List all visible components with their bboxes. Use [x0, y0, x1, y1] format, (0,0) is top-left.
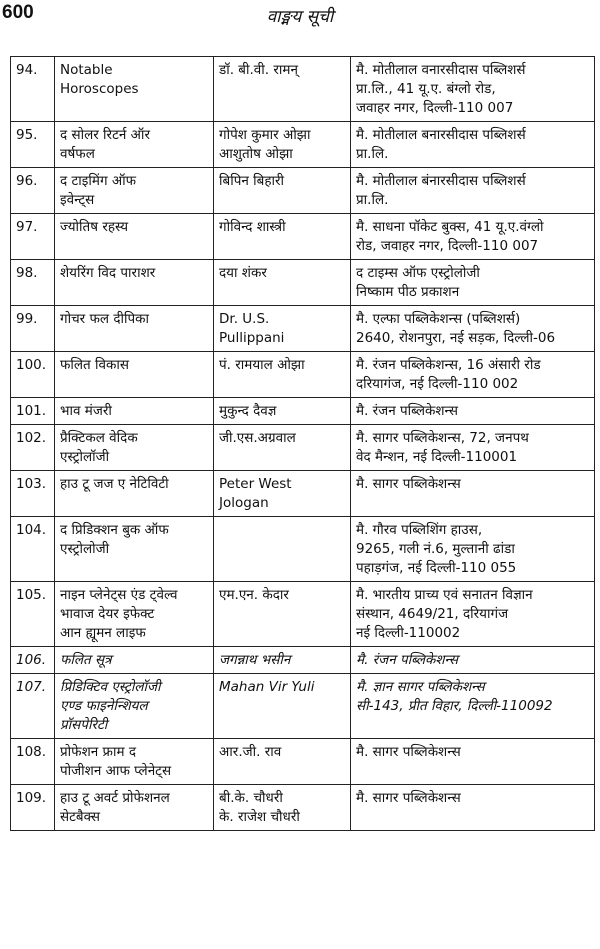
table-row [11, 517, 595, 582]
publisher-details: मै. भारतीय प्राच्य एवं सनातन विज्ञान संस्थान, 4649/21, दरियागंज नई दिल्ली-110002 [351, 582, 595, 647]
entry-number: 98. [11, 260, 55, 306]
table-row [11, 122, 595, 168]
bibliography-rows [11, 57, 595, 831]
table-row [11, 352, 595, 398]
table-row [11, 785, 595, 831]
publisher-details: मै. साधना पॉकेट बुक्स, 41 यू.ए.वंग्लो रोड, जवाहर नगर, दिल्ली-110 007 [351, 214, 595, 260]
book-title: शेयरिंग विद पाराशर [55, 260, 214, 306]
publisher-details: मै. रंजन पब्लिकेशन्स [351, 398, 595, 425]
publisher-details: मै. सागर पब्लिकेशन्स, 72, जनपथ वेद मैन्शन, नई दिल्ली-110001 [351, 425, 595, 471]
table-row [11, 57, 595, 122]
author-name: मुकुन्द दैवज्ञ [214, 398, 351, 425]
table-row [11, 398, 595, 425]
entry-number: 105. [11, 582, 55, 647]
author-name: दया शंकर [214, 260, 351, 306]
publisher-details: द टाइम्स ऑफ एस्ट्रोलोजी निष्काम पीठ प्रकाशन [351, 260, 595, 306]
author-name: आर.जी. राव [214, 739, 351, 785]
book-title: प्रैक्टिकल वेदिक एस्ट्रोलॉजी [55, 425, 214, 471]
book-title: प्रोफेशन फ्राम द पोजीशन आफ प्लेनेट्स [55, 739, 214, 785]
book-title: द सोलर रिटर्न ऑर वर्षफल [55, 122, 214, 168]
publisher-details: मै. सागर पब्लिकेशन्स [351, 471, 595, 517]
author-name: Mahan Vir Yuli [214, 674, 351, 739]
book-title: द प्रिडिक्शन बुक ऑफ एस्ट्रोलोजी [55, 517, 214, 582]
table-row [11, 425, 595, 471]
entry-number: 108. [11, 739, 55, 785]
table-row [11, 739, 595, 785]
publisher-details: मै. मोतीलाल बनारसीदास पब्लिशर्स प्रा.लि. [351, 122, 595, 168]
table-row [11, 647, 595, 674]
author-name: Peter West Jologan [214, 471, 351, 517]
book-title: भाव मंजरी [55, 398, 214, 425]
author-name: Dr. U.S. Pullippani [214, 306, 351, 352]
author-name [214, 517, 351, 582]
entry-number: 94. [11, 57, 55, 122]
publisher-details: मै. रंजन पब्लिकेशन्स, 16 अंसारी रोड दरियागंज, नई दिल्ली-110 002 [351, 352, 595, 398]
publisher-details: मै. एल्फा पब्लिकेशन्स (पब्लिशर्स) 2640, रोशनपुरा, नई सड़क, दिल्ली-06 [351, 306, 595, 352]
book-title: Notable Horoscopes [55, 57, 214, 122]
author-name: जी.एस.अग्रवाल [214, 425, 351, 471]
book-title: प्रिडिक्टिव एस्ट्रोलॉजी एण्ड फाइनेन्शियल प्रॉसपेरिटी [55, 674, 214, 739]
book-title: हाउ टू जज ए नेटिविटी [55, 471, 214, 517]
book-title: फलित विकास [55, 352, 214, 398]
table-row [11, 168, 595, 214]
book-title: नाइन प्लेनेट्स एंड ट्वेल्व भावाज देयर इफेक्ट आन ह्यूमन लाइफ [55, 582, 214, 647]
entry-number: 101. [11, 398, 55, 425]
author-name: जगन्नाथ भसीन [214, 647, 351, 674]
table-row [11, 471, 595, 517]
author-name: गोपेश कुमार ओझा आशुतोष ओझा [214, 122, 351, 168]
publisher-details: मै. रंजन पब्लिकेशन्स [351, 647, 595, 674]
book-title: गोचर फल दीपिका [55, 306, 214, 352]
table-row [11, 306, 595, 352]
entry-number: 99. [11, 306, 55, 352]
entry-number: 100. [11, 352, 55, 398]
entry-number: 102. [11, 425, 55, 471]
entry-number: 103. [11, 471, 55, 517]
author-name: गोविन्द शास्त्री [214, 214, 351, 260]
book-title: ज्योतिष रहस्य [55, 214, 214, 260]
table-row [11, 214, 595, 260]
author-name: पं. रामयाल ओझा [214, 352, 351, 398]
entry-number: 95. [11, 122, 55, 168]
author-name: बी.के. चौधरी के. राजेश चौधरी [214, 785, 351, 831]
publisher-details: मै. सागर पब्लिकेशन्स [351, 785, 595, 831]
publisher-details: मै. सागर पब्लिकेशन्स [351, 739, 595, 785]
publisher-details: मै. ज्ञान सागर पब्लिकेशन्स सी-143, प्रीत विहार, दिल्ली-110092 [351, 674, 595, 739]
publisher-details: मै. मोतीलाल वनारसीदास पब्लिशर्स प्रा.लि., 41 यू.ए. बंग्लो रोड, जवाहर नगर, दिल्ली-110 007 [351, 57, 595, 122]
book-title: फलित सूत्र [55, 647, 214, 674]
entry-number: 109. [11, 785, 55, 831]
entry-number: 97. [11, 214, 55, 260]
entry-number: 104. [11, 517, 55, 582]
running-head-title: वाङ्मय सूची [266, 7, 334, 27]
book-title: हाउ टू अवर्ट प्रोफेशनल सेटबैक्स [55, 785, 214, 831]
table-row [11, 674, 595, 739]
author-name: बिपिन बिहारी [214, 168, 351, 214]
entry-number: 96. [11, 168, 55, 214]
page-number: 600 [2, 2, 34, 23]
entry-number: 106. [11, 647, 55, 674]
table-row [11, 260, 595, 306]
publisher-details: मै. गौरव पब्लिशिंग हाउस, 9265, गली नं.6, मुल्तानी ढांडा पहाड़गंज, नई दिल्ली-110 055 [351, 517, 595, 582]
table-row [11, 582, 595, 647]
publisher-details: मै. मोतीलाल बंनारसीदास पब्लिशर्स प्रा.लि. [351, 168, 595, 214]
author-name: एम.एन. केदार [214, 582, 351, 647]
book-title: द टाइमिंग ऑफ इवेन्ट्स [55, 168, 214, 214]
bibliography-table [10, 56, 595, 831]
author-name: डॉ. बी.वी. रामन् [214, 57, 351, 122]
entry-number: 107. [11, 674, 55, 739]
